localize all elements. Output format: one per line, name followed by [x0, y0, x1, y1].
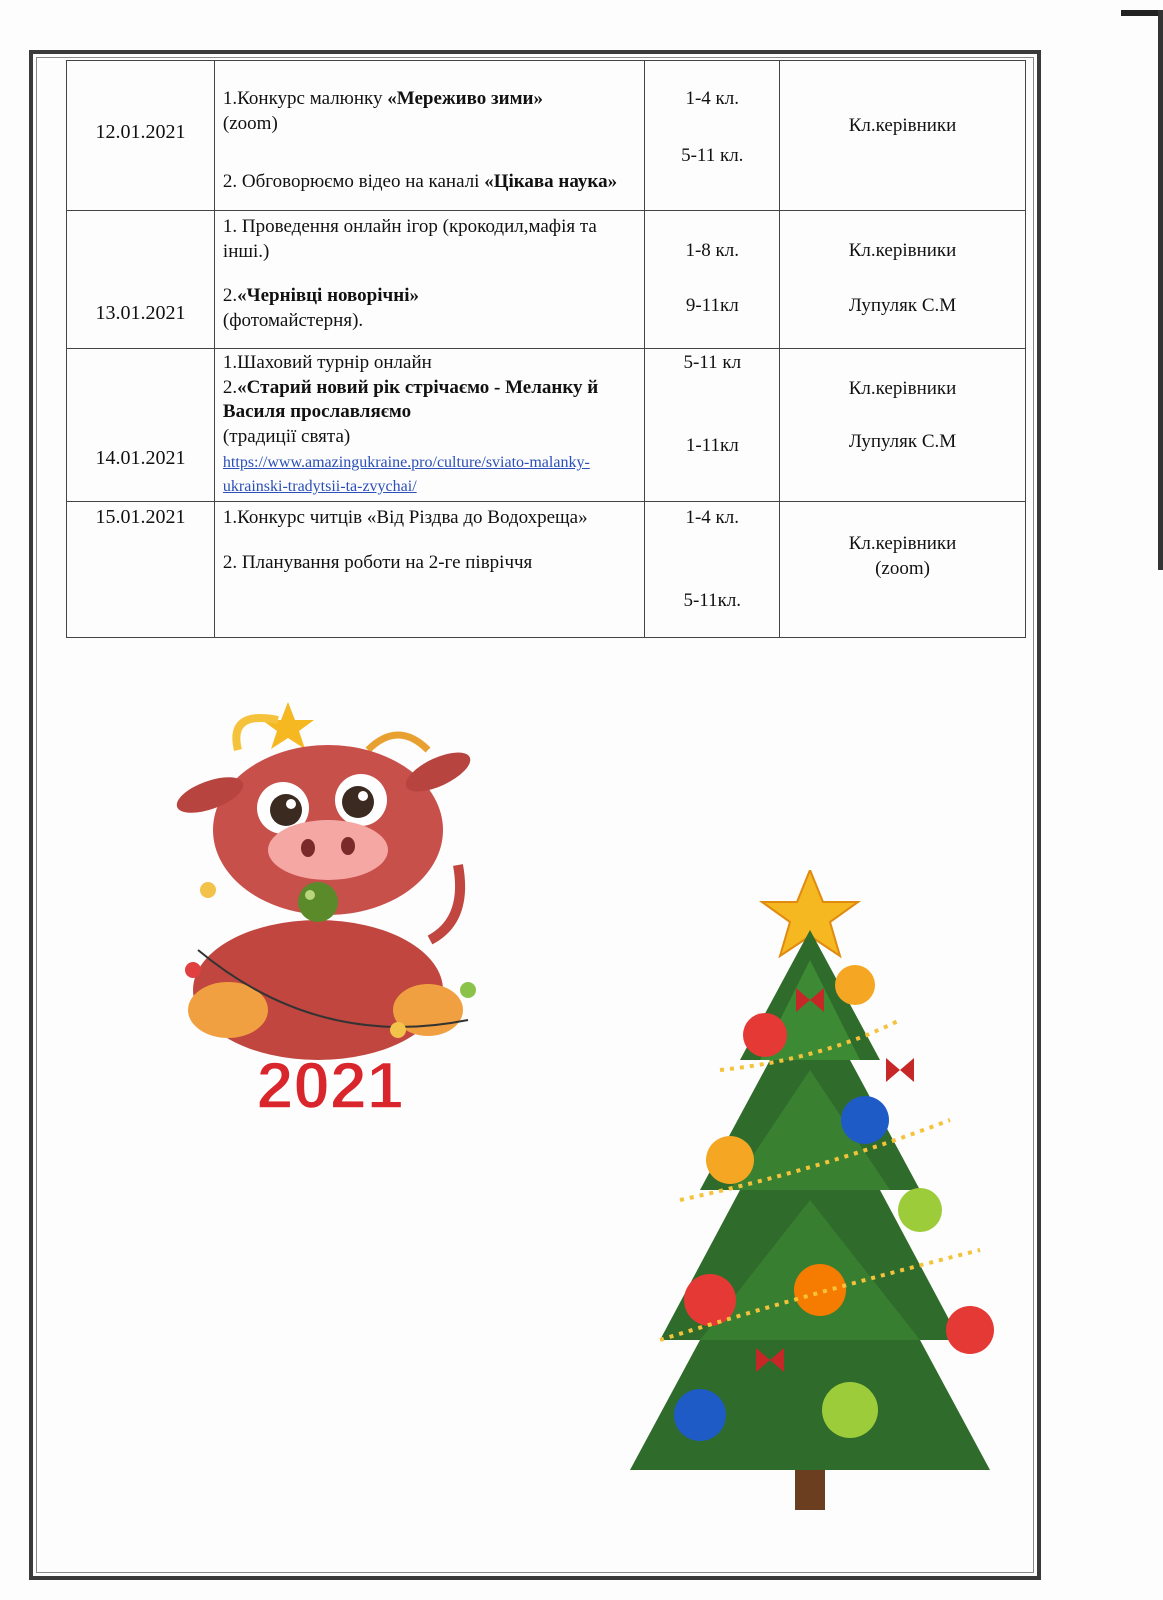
responsible-cell [780, 349, 1026, 502]
activity-cell [214, 502, 645, 638]
activity-cell [214, 61, 645, 211]
class-range: 9-11кл [685, 294, 739, 316]
table-row [67, 211, 1026, 349]
date-cell: 13.01.2021 [67, 211, 215, 349]
activity-item: 1.Конкурс читців «Від Різдва до Водохреща» [222, 507, 588, 529]
table-row [67, 349, 1026, 502]
schedule-table [66, 60, 1026, 638]
responsible-name: Кл.керівники [848, 533, 957, 555]
class-range: 1-11кл [685, 434, 739, 456]
class-cell [645, 61, 780, 211]
responsible-name: (zoom) [875, 557, 930, 579]
tradition-link[interactable]: https://www.amazingukraine.pro/culture/sviato-malanky-ukrainski-tradytsii-ta-zvychai/ [222, 453, 590, 496]
christmas-tree-illustration [620, 870, 1020, 1530]
activity-item: 2. Планування роботи на 2-ге півріччя [222, 551, 533, 573]
class-cell [645, 502, 780, 638]
activity-item: 2.«Старий новий рік стрічаємо - Меланку й Василя прославляємо (традиції свята) [222, 376, 599, 448]
responsible-name: Кл.керівники [848, 240, 957, 261]
scan-edge-vertical [1158, 10, 1163, 570]
class-range: 5-11кл. [683, 589, 742, 611]
year-graphic [200, 1050, 460, 1120]
class-range: 5-11 кл [683, 352, 742, 373]
activity-item: 2. Обговорюємо відео на каналі «Цікава наука» [222, 171, 618, 193]
date-cell: 15.01.2021 [67, 502, 215, 638]
responsible-cell [780, 61, 1026, 211]
class-range: 1-4 кл. [685, 507, 740, 529]
year-text: 2021 [256, 1050, 404, 1120]
responsible-cell [780, 211, 1026, 349]
date-cell: 12.01.2021 [67, 61, 215, 211]
table-row [67, 502, 1026, 638]
responsible-cell [780, 502, 1026, 638]
responsible-name: Кл.керівники [848, 115, 957, 136]
activity-item: 1.Шаховий турнір онлайн [222, 352, 432, 373]
activity-item: 1.Конкурс малюнку «Мереживо зими» (zoom) [222, 88, 543, 134]
table-row [67, 61, 1026, 211]
class-cell [645, 211, 780, 349]
date-cell: 14.01.2021 [67, 349, 215, 502]
scan-edge [1121, 10, 1163, 16]
class-range: 1-8 кл. [685, 240, 740, 261]
responsible-name: Лупуляк С.М [848, 294, 957, 316]
class-range: 5-11 кл. [681, 144, 744, 166]
ox-illustration [168, 690, 508, 1070]
activity-item: 1. Проведення онлайн ігор (крокодил,мафія та інші.) [222, 216, 597, 262]
activity-cell [214, 211, 645, 349]
class-range: 1-4 кл. [685, 88, 740, 109]
class-cell [645, 349, 780, 502]
responsible-name: Кл.керівники [848, 378, 957, 399]
responsible-name: Лупуляк С.М [848, 430, 957, 452]
activity-item: 2.«Чернівці новорічні» (фотомайстерня). [222, 285, 419, 332]
ox-star-icon [262, 702, 314, 749]
activity-cell [214, 349, 645, 502]
